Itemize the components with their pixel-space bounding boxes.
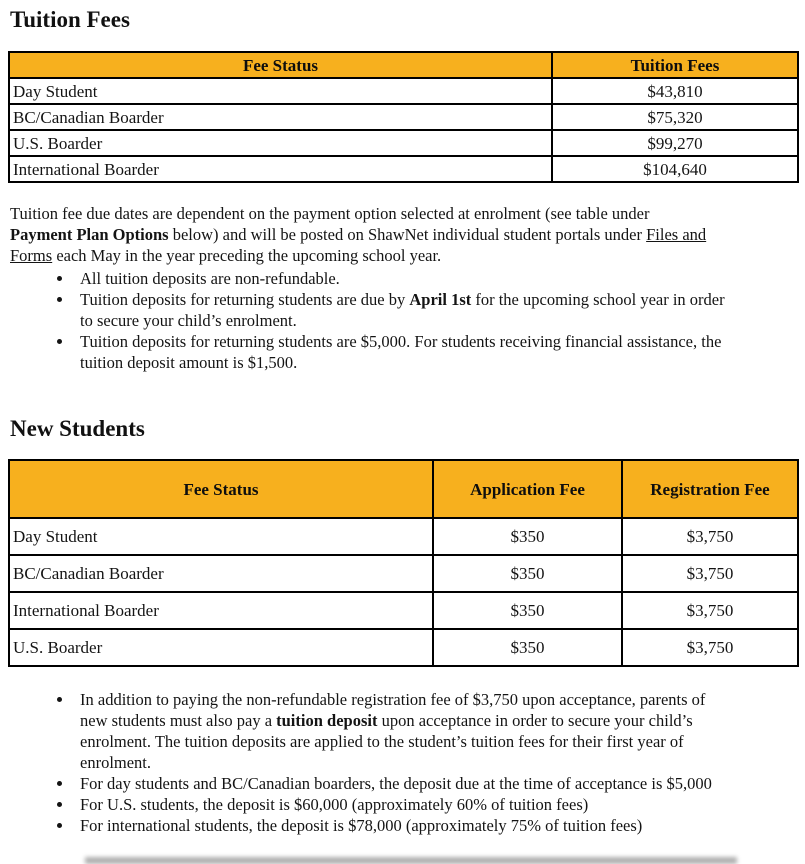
text-segment: tuition deposit <box>276 711 378 730</box>
tuition-notes-list <box>10 268 797 373</box>
table-row <box>9 130 798 156</box>
bullet-item <box>74 689 797 773</box>
text-segment: Tuition fee due dates are dependent on the payment option selected at enrolment (see table under <box>10 204 650 223</box>
bullet-item <box>74 331 797 373</box>
table-row <box>9 156 798 182</box>
inline-link[interactable]: Files and <box>646 225 707 244</box>
text-segment: below) and will be posted on ShawNet individual student portals under <box>168 225 647 244</box>
text-segment: tuition deposit amount is $1,500. <box>80 353 298 372</box>
text-segment: All tuition deposits are non-refundable. <box>80 269 340 288</box>
column-header: Application Fee <box>433 460 622 518</box>
tuition-fees-table <box>8 51 799 183</box>
text-segment: upon acceptance in order to secure your child’s <box>377 711 693 730</box>
table-row <box>9 629 798 666</box>
column-header: Fee Status <box>9 52 552 78</box>
fee-value-cell: $3,750 <box>622 629 798 666</box>
fee-status-cell: International Boarder <box>9 592 433 629</box>
text-segment: to secure your child’s enrolment. <box>80 311 297 330</box>
bullet-item <box>74 815 797 836</box>
fee-status-cell: BC/Canadian Boarder <box>9 104 552 130</box>
text-segment: Payment Plan Options <box>10 225 169 244</box>
fee-status-cell: International Boarder <box>9 156 552 182</box>
tuition-intro-paragraph <box>10 203 802 266</box>
header-row <box>9 52 798 78</box>
text-segment: In addition to paying the non-refundable registration fee of $3,750 upon acceptance, parents of <box>80 690 706 709</box>
table-row <box>9 592 798 629</box>
text-segment: for the upcoming school year in order <box>471 290 725 309</box>
fee-status-cell: Day Student <box>9 78 552 104</box>
header-row <box>9 460 798 518</box>
fee-status-cell: U.S. Boarder <box>9 629 433 666</box>
fee-status-cell: U.S. Boarder <box>9 130 552 156</box>
text-segment: For day students and BC/Canadian boarders, the deposit due at the time of acceptance is $5,000 <box>80 774 712 793</box>
table-row <box>9 555 798 592</box>
table-row <box>9 104 798 130</box>
text-segment: April 1st <box>409 290 472 309</box>
table-row <box>9 78 798 104</box>
text-segment: Tuition deposits for returning students are $5,000. For students receiving financial assistance, the <box>80 332 722 351</box>
bullet-item <box>74 794 797 815</box>
fee-value-cell: $99,270 <box>552 130 798 156</box>
inline-link[interactable]: Forms <box>10 246 53 265</box>
tuition-fees-heading: Tuition Fees <box>10 7 130 32</box>
text-segment: For international students, the deposit is $78,000 (approximately 75% of tuition fees) <box>80 816 643 835</box>
fee-value-cell: $3,750 <box>622 555 798 592</box>
text-segment: enrolment. The tuition deposits are applied to the student’s tuition fees for their first year of <box>80 732 684 751</box>
fee-status-cell: BC/Canadian Boarder <box>9 555 433 592</box>
new-students-table <box>8 459 799 667</box>
column-header: Fee Status <box>9 460 433 518</box>
text-segment: enrolment. <box>80 753 152 772</box>
fee-status-cell: Day Student <box>9 518 433 555</box>
fee-value-cell: $350 <box>433 629 622 666</box>
text-segment: For U.S. students, the deposit is $60,000 (approximately 60% of tuition fees) <box>80 795 589 814</box>
fee-value-cell: $350 <box>433 592 622 629</box>
fee-value-cell: $350 <box>433 518 622 555</box>
table-row <box>9 518 798 555</box>
bullet-item <box>74 773 797 794</box>
fee-value-cell: $104,640 <box>552 156 798 182</box>
fee-value-cell: $3,750 <box>622 518 798 555</box>
column-header: Registration Fee <box>622 460 798 518</box>
fee-value-cell: $43,810 <box>552 78 798 104</box>
fee-value-cell: $75,320 <box>552 104 798 130</box>
bullet-item <box>74 268 797 289</box>
column-header: Tuition Fees <box>552 52 798 78</box>
text-segment: each May in the year preceding the upcoming school year. <box>52 246 442 265</box>
new-students-notes-list <box>10 689 797 836</box>
fee-value-cell: $3,750 <box>622 592 798 629</box>
fee-value-cell: $350 <box>433 555 622 592</box>
text-segment: new students must also pay a <box>80 711 277 730</box>
text-segment: Tuition deposits for returning students are due by <box>80 290 410 309</box>
bullet-item <box>74 289 797 331</box>
new-students-heading: New Students <box>10 416 145 441</box>
